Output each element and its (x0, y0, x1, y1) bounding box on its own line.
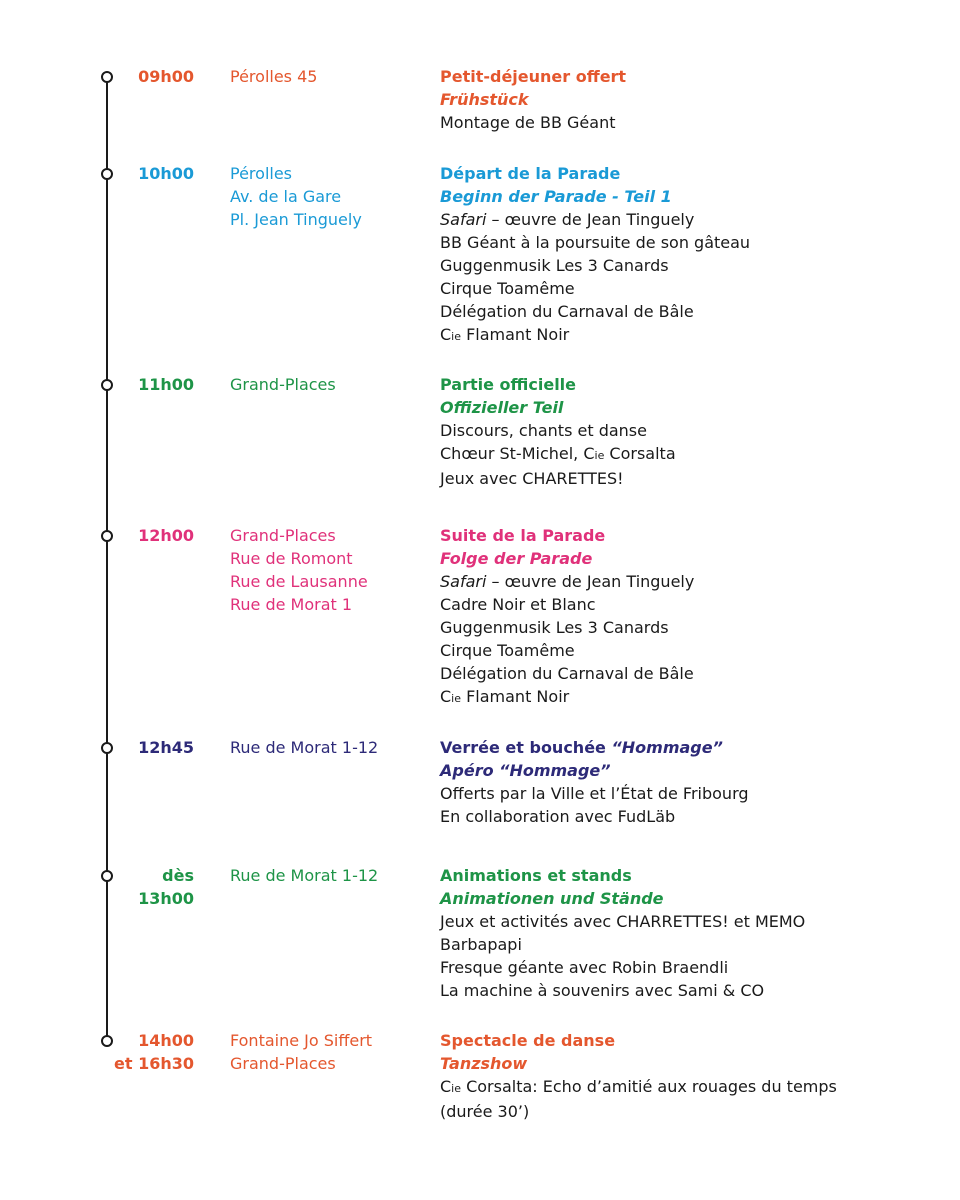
event-place: Av. de la Gare (230, 187, 342, 206)
event-item: Jeux avec CHARETTES! (440, 469, 624, 488)
event-item-text: Corsalta (604, 444, 676, 463)
event-time-line: dès (162, 866, 194, 885)
event-place: Grand-Places (230, 1054, 336, 1073)
event-places (230, 373, 430, 396)
event-title (440, 736, 940, 759)
event-description (440, 864, 940, 1002)
event-item: Guggenmusik Les 3 Canards (440, 618, 669, 637)
event-subtitle: Animationen und Stände (440, 889, 664, 908)
event-place: Rue de Morat 1 (230, 595, 353, 614)
event-time-line: 13h00 (138, 889, 194, 908)
event-place: Pérolles 45 (230, 67, 318, 86)
event-item: BB Géant à la poursuite de son gâteau (440, 233, 751, 252)
event-time (112, 162, 194, 185)
event-item: (durée 30’) (440, 1102, 530, 1121)
event-item (440, 208, 940, 231)
event-title (440, 373, 940, 396)
event-item: Guggenmusik Les 3 Canards (440, 256, 669, 275)
event-description (440, 373, 940, 490)
event-place: Fontaine Jo Siffert (230, 1031, 373, 1050)
company-abbrev-suffix: ie (594, 449, 605, 462)
event-time-line: 12h00 (138, 526, 194, 545)
event-item: La machine à souvenirs avec Sami & CO (440, 981, 765, 1000)
event-title-text: Spectacle de danse (440, 1031, 616, 1050)
event-item: Offerts par la Ville et l’État de Fribourg (440, 784, 749, 803)
event-item-emphasis: Safari (440, 572, 487, 591)
event-item: Cadre Noir et Blanc (440, 595, 596, 614)
event-place: Rue de Lausanne (230, 572, 368, 591)
event-item: Délégation du Carnaval de Bâle (440, 302, 694, 321)
event-time (112, 864, 194, 910)
event-item-emphasis: Safari (440, 210, 487, 229)
company-abbrev-suffix: ie (451, 330, 461, 343)
event-places (230, 65, 430, 88)
event-item (440, 1075, 940, 1100)
event-title-emphasis: “Hommage” (605, 738, 723, 757)
event-place: Rue de Romont (230, 549, 353, 568)
event-item: Montage de BB Géant (440, 113, 616, 132)
company-abbrev: C (440, 687, 452, 706)
event-subtitle: Frühstück (440, 90, 529, 109)
event-time (112, 524, 194, 547)
event-title-text: Petit-déjeuner offert (440, 67, 627, 86)
event-title (440, 524, 940, 547)
event-place: Rue de Morat 1-12 (230, 866, 379, 885)
event-subtitle: Beginn der Parade - Teil 1 (440, 187, 672, 206)
company-abbrev-suffix: ie (451, 1082, 461, 1095)
event-item (440, 323, 940, 348)
event-item: Cirque Toamême (440, 279, 575, 298)
event-time (112, 65, 194, 88)
event-time (112, 373, 194, 396)
event-places (230, 1029, 430, 1075)
event-item (440, 442, 940, 467)
event-title-text: Suite de la Parade (440, 526, 606, 545)
event-description (440, 65, 940, 134)
event-item (440, 570, 940, 593)
event-time-line: 09h00 (138, 67, 194, 86)
event-subtitle: Apéro “Hommage” (440, 761, 611, 780)
event-subtitle: Folge der Parade (440, 549, 593, 568)
event-description (440, 736, 940, 828)
event-item-text: Flamant Noir (461, 325, 570, 344)
company-abbrev-suffix: ie (451, 692, 461, 705)
event-title (440, 1029, 940, 1052)
event-place: Grand-Places (230, 526, 336, 545)
event-title-text: Départ de la Parade (440, 164, 621, 183)
event-time (112, 1029, 194, 1075)
event-item-text: Corsalta: Echo d’amitié aux rouages du temps (461, 1077, 837, 1096)
event-title-text: Animations et stands (440, 866, 632, 885)
company-abbrev: C (583, 444, 595, 463)
event-time (112, 736, 194, 759)
event-time-line: et 16h30 (114, 1054, 194, 1073)
event-description (440, 1029, 940, 1123)
event-item-text: – œuvre de Jean Tinguely (486, 572, 695, 591)
event-title (440, 162, 940, 185)
event-place: Pl. Jean Tinguely (230, 210, 362, 229)
event-item: Jeux et activités avec CHARRETTES! et MEMO (440, 912, 806, 931)
event-item: Délégation du Carnaval de Bâle (440, 664, 694, 683)
event-item: Cirque Toamême (440, 641, 575, 660)
event-places (230, 864, 430, 887)
event-title (440, 864, 940, 887)
event-item (440, 685, 940, 710)
event-item: Fresque géante avec Robin Braendli (440, 958, 729, 977)
event-place: Grand-Places (230, 375, 336, 394)
event-title (440, 65, 940, 88)
event-item: En collaboration avec FudLäb (440, 807, 676, 826)
event-subtitle: Offizieller Teil (440, 398, 564, 417)
event-item: Discours, chants et danse (440, 421, 647, 440)
company-abbrev: C (440, 325, 452, 344)
event-title-text: Verrée et bouchée (440, 738, 606, 757)
event-description (440, 524, 940, 710)
company-abbrev: C (440, 1077, 452, 1096)
event-place: Pérolles (230, 164, 293, 183)
event-places (230, 162, 430, 231)
event-description (440, 162, 940, 348)
event-time-line: 10h00 (138, 164, 194, 183)
event-places (230, 736, 430, 759)
event-time-line: 11h00 (138, 375, 194, 394)
event-places (230, 524, 430, 616)
event-item-text: Flamant Noir (461, 687, 570, 706)
event-item-prefix: Chœur St-Michel, (440, 444, 584, 463)
event-item: Barbapapi (440, 935, 522, 954)
event-title-text: Partie officielle (440, 375, 577, 394)
event-time-line: 12h45 (138, 738, 194, 757)
event-time-line: 14h00 (138, 1031, 194, 1050)
event-place: Rue de Morat 1-12 (230, 738, 379, 757)
timeline-axis (106, 75, 108, 1040)
event-subtitle: Tanzshow (440, 1054, 528, 1073)
event-item-text: – œuvre de Jean Tinguely (486, 210, 695, 229)
